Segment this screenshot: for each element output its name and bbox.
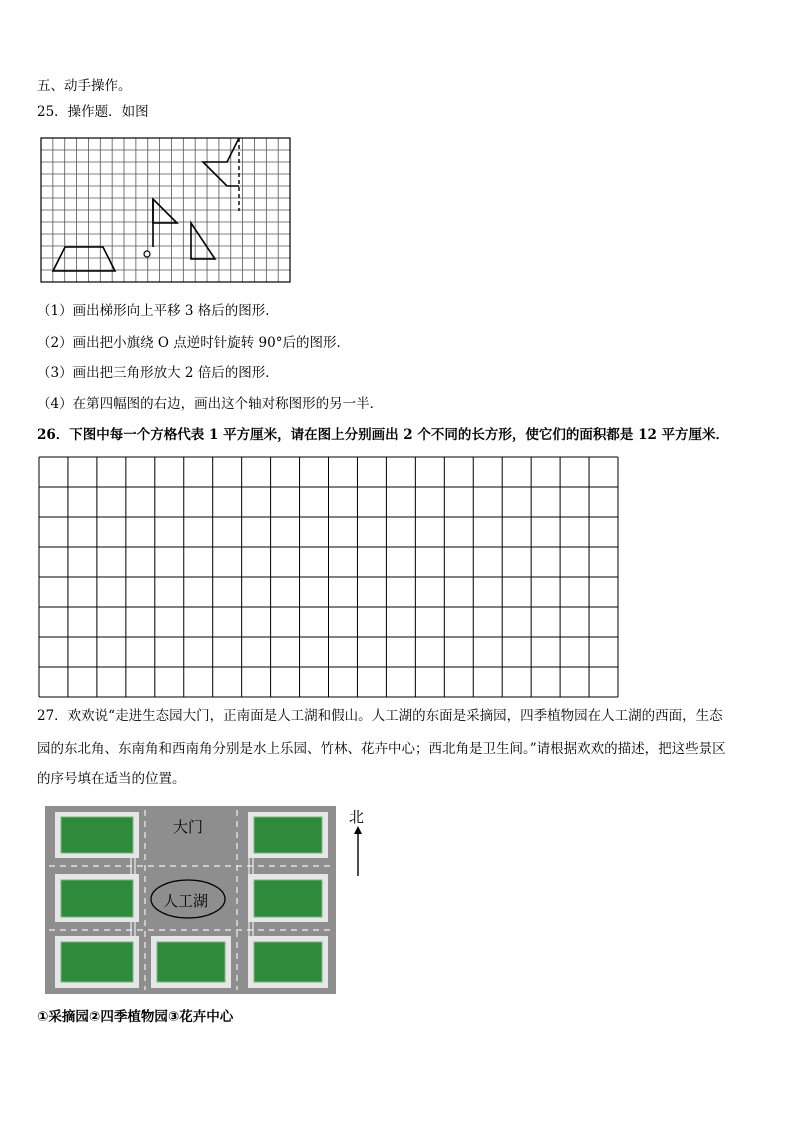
block-middle-right (248, 874, 328, 922)
point-o (144, 251, 150, 257)
question-26-title: 26．下图中每一个方格代表 1 平方厘米，请在图上分别画出 2 个不同的长方形，使它们的面积都是 12 平方厘米． (37, 427, 730, 443)
q27-line-2: 园的东北角、东南角和西南角分别是水上乐园、竹林、花卉中心；西北角是卫生间。”请根据欢欢的描述，把这些景区 (37, 741, 726, 757)
north-arrow-icon (352, 826, 364, 878)
trapezoid-shape (53, 247, 115, 271)
block-bottom-left (55, 936, 139, 988)
q25-item-1: （1）画出梯形向上平移 3 格后的图形． (37, 303, 279, 319)
q27-line-1: 27．欢欢说“走进生态园大门，正南面是人工湖和假山。人工湖的东面是采摘园，四季植物园在人工湖的西面，生态 (37, 708, 723, 724)
q26-grid (38, 456, 619, 698)
block-bottom-right (248, 936, 328, 988)
lake-label: 人工湖 (163, 892, 209, 910)
north-label: 北 (349, 808, 365, 826)
q27-options: ①采摘园②四季植物园③花卉中心 (37, 1009, 234, 1025)
block-top-left (55, 812, 139, 858)
q25-item-4: （4）在第四幅图的右边，画出这个轴对称图形的另一半． (37, 396, 384, 412)
question-25-title: 25．操作题．如图 (37, 104, 149, 120)
block-top-right (248, 812, 328, 858)
block-bottom-center (151, 936, 231, 988)
block-middle-left (55, 874, 139, 922)
section-heading: 五、动手操作。 (37, 78, 132, 94)
q25-item-3: （3）画出把三角形放大 2 倍后的图形． (37, 365, 279, 381)
flag-shape (153, 199, 177, 223)
q25-grid-figure (40, 137, 292, 285)
q27-line-3: 的序号填在适当的位置。 (37, 771, 186, 787)
q25-item-2: （2）画出把小旗绕 O 点逆时针旋转 90°后的图形． (37, 335, 350, 351)
triangle-shape (191, 223, 215, 259)
gate-label: 大门 (173, 818, 204, 836)
park-map (45, 806, 336, 994)
